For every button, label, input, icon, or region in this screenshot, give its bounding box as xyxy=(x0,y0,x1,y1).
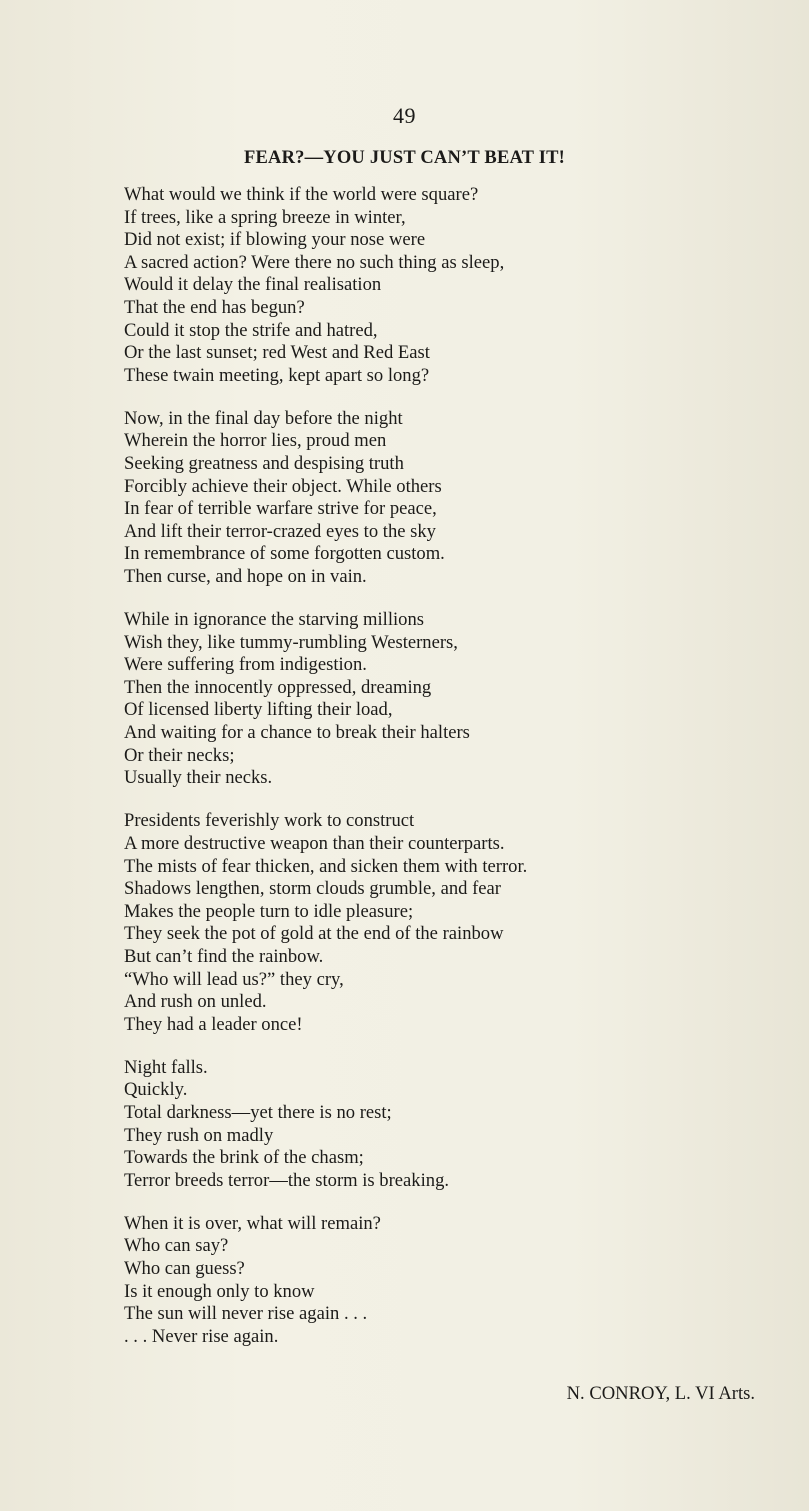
stanza xyxy=(124,810,774,1036)
poem-line: Terror breeds terror—the storm is breaking. xyxy=(124,1169,450,1191)
poem-line: Total darkness—yet there is no rest; xyxy=(124,1101,392,1123)
poem-line: Shadows lengthen, storm clouds grumble, and fear xyxy=(124,878,501,900)
poem-line: Quickly. xyxy=(124,1079,188,1101)
poem-line: While in ignorance the starving millions xyxy=(124,609,425,631)
poem-line: Were suffering from indigestion. xyxy=(124,654,367,676)
poem-line: And waiting for a chance to break their halters xyxy=(124,722,470,744)
stanza xyxy=(124,408,774,589)
poem-line: “Who will lead us?” they cry, xyxy=(124,968,344,990)
poem-line: They rush on madly xyxy=(124,1124,274,1146)
poem-line: That the end has begun? xyxy=(124,296,305,318)
poem-line: These twain meeting, kept apart so long? xyxy=(124,364,430,386)
poem-line: Usually their necks. xyxy=(124,767,273,789)
poem-line: Wish they, like tummy-rumbling Westerners, xyxy=(124,631,458,653)
poem-body xyxy=(124,184,774,1369)
poem-line: A more destructive weapon than their counterparts. xyxy=(124,832,505,854)
author-signature: N. CONROY, L. VI Arts. xyxy=(566,1383,755,1404)
poem-line: Is it enough only to know xyxy=(124,1280,315,1302)
poem-line: Who can guess? xyxy=(124,1258,245,1280)
stanza xyxy=(124,1213,774,1349)
poem-line: Night falls. xyxy=(124,1056,208,1078)
poem-line: Then the innocently oppressed, dreaming xyxy=(124,676,432,698)
poem-line: Now, in the final day before the night xyxy=(124,407,403,429)
poem-line: Presidents feverishly work to construct xyxy=(124,810,415,832)
poem-line: And rush on unled. xyxy=(124,991,267,1013)
stanza xyxy=(124,184,774,387)
poem-line: Did not exist; if blowing your nose were xyxy=(124,229,426,251)
poem-line: Of licensed liberty lifting their load, xyxy=(124,699,393,721)
stanza xyxy=(124,609,774,790)
poem-line: The mists of fear thicken, and sicken them with terror. xyxy=(124,855,528,877)
poem-line: In fear of terrible warfare strive for peace, xyxy=(124,498,437,520)
poem-line: And lift their terror-crazed eyes to the sky xyxy=(124,520,436,542)
poem-line: Seeking greatness and despising truth xyxy=(124,453,404,475)
poem-line: Or their necks; xyxy=(124,744,235,766)
poem-line: Then curse, and hope on in vain. xyxy=(124,566,367,587)
poem-line: They seek the pot of gold at the end of the rainbow xyxy=(124,923,504,945)
poem-line: Wherein the horror lies, proud men xyxy=(124,430,387,452)
stanza xyxy=(124,1057,774,1193)
poem-line: . . . Never rise again. xyxy=(124,1325,279,1347)
poem-line: Would it delay the final realisation xyxy=(124,274,382,296)
poem-line: Towards the brink of the chasm; xyxy=(124,1147,364,1169)
poem-line: Or the last sunset; red West and Red East xyxy=(124,342,430,364)
poem-line: The sun will never rise again . . . xyxy=(124,1303,368,1325)
poem-line: But can’t find the rainbow. xyxy=(124,945,324,967)
poem-line: They had a leader once! xyxy=(124,1013,303,1035)
poem-title: FEAR?—YOU JUST CAN’T BEAT IT! xyxy=(243,148,566,168)
poem-line: What would we think if the world were square? xyxy=(124,184,479,205)
page-number: 49 xyxy=(393,103,416,128)
poem-line: Forcibly achieve their object. While others xyxy=(124,475,442,497)
poem-line: When it is over, what will remain? xyxy=(124,1212,381,1234)
poem-line: Could it stop the strife and hatred, xyxy=(124,319,378,341)
poem-line: A sacred action? Were there no such thing as sleep, xyxy=(124,251,505,273)
poem-line: In remembrance of some forgotten custom. xyxy=(124,543,445,565)
poem-line: Who can say? xyxy=(124,1235,229,1257)
poem-line: Makes the people turn to idle pleasure; xyxy=(124,900,414,922)
poem-line: If trees, like a spring breeze in winter, xyxy=(124,206,406,228)
